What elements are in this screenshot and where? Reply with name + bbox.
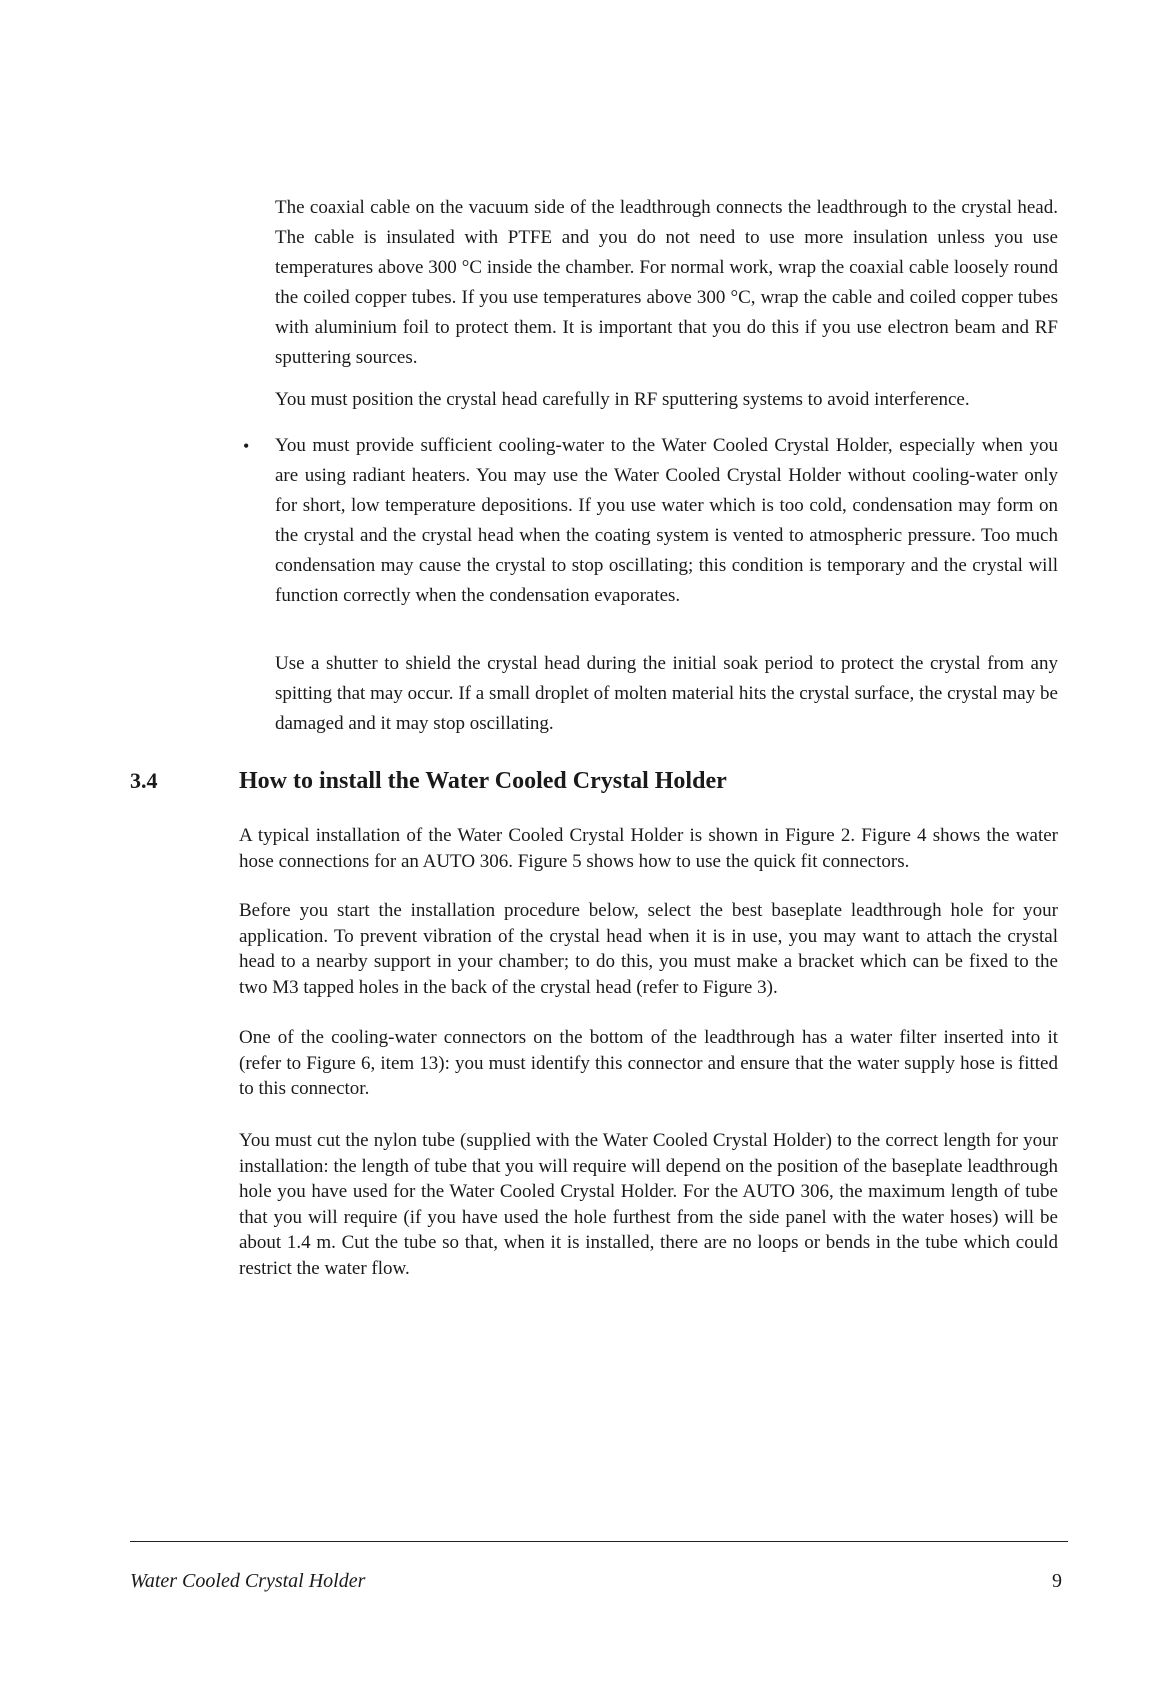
shutter-paragraph: Use a shutter to shield the crystal head during the initial soak period to protect the crystal from any spitting that may occur. If a small droplet of molten material hits the crystal surface, the crystal may be damaged and it may stop oscillating. [275, 653, 1058, 734]
water-filter-paragraph: One of the cooling-water connectors on the bottom of the leadthrough has a water filter inserted into it (refer to Figure 6, item 13): you must identify this connector and ensure that the water supply hose is fitted to this connector. [239, 1027, 1058, 1099]
typical-installation-paragraph: A typical installation of the Water Cooled Crystal Holder is shown in Figure 2. Figure 4 shows the water hose connections for an AUTO 306. Figure 5 shows how to use the quick fit connectors. [239, 825, 1058, 872]
rf-sputtering-paragraph: You must position the crystal head carefully in RF sputtering systems to avoid interference. [275, 389, 970, 410]
installation-prep-paragraph: Before you start the installation procedure below, select the best baseplate leadthrough hole for your application. To prevent vibration of the crystal head when it is in use, you may want to attach the crystal head to a nearby support in your chamber; to do this, you must make a bracket which can be fixed to the two M3 tapped holes in the back of the crystal head (refer to Figure 3). [239, 900, 1058, 998]
bullet-icon: • [243, 436, 250, 456]
footer-rule [130, 1541, 1068, 1542]
footer-title: Water Cooled Crystal Holder [130, 1570, 366, 1592]
coaxial-cable-paragraph: The coaxial cable on the vacuum side of the leadthrough connects the leadthrough to the crystal head. The cable is insulated with PTFE and you do not need to use more insulation unless you use temperatures above 300 °C inside the chamber. For normal work, wrap the coaxial cable loosely round the coiled copper tubes. If you use temperatures above 300 °C, wrap the cable and coiled copper tubes with aluminium foil to protect them. It is important that you do this if you use electron beam and RF sputtering sources. [275, 197, 1058, 368]
section-heading: How to install the Water Cooled Crystal Holder [239, 768, 727, 794]
cooling-water-bullet-paragraph: You must provide sufficient cooling-water to the Water Cooled Crystal Holder, especially when you are using radiant heaters. You may use the Water Cooled Crystal Holder without cooling-water only for short, low temperature depositions. If you use water which is too cold, condensation may form on the crystal and the crystal head when the coating system is vented to atmospheric pressure. Too much condensation may cause the crystal to stop oscillating; this condition is temporary and the crystal will function correctly when the condensation evaporates. [275, 435, 1058, 606]
section-number: 3.4 [130, 768, 158, 793]
page-number: 9 [1052, 1570, 1062, 1592]
nylon-tube-paragraph: You must cut the nylon tube (supplied with the Water Cooled Crystal Holder) to the correct length for your installation: the length of tube that you will require will depend on the position of the baseplate leadthrough hole you have used for the Water Cooled Crystal Holder. For the AUTO 306, the maximum length of tube that you will require (if you have used the hole furthest from the side panel with the water hoses) will be about 1.4 m. Cut the tube so that, when it is installed, there are no loops or bends in the tube which could restrict the water flow. [239, 1130, 1058, 1279]
